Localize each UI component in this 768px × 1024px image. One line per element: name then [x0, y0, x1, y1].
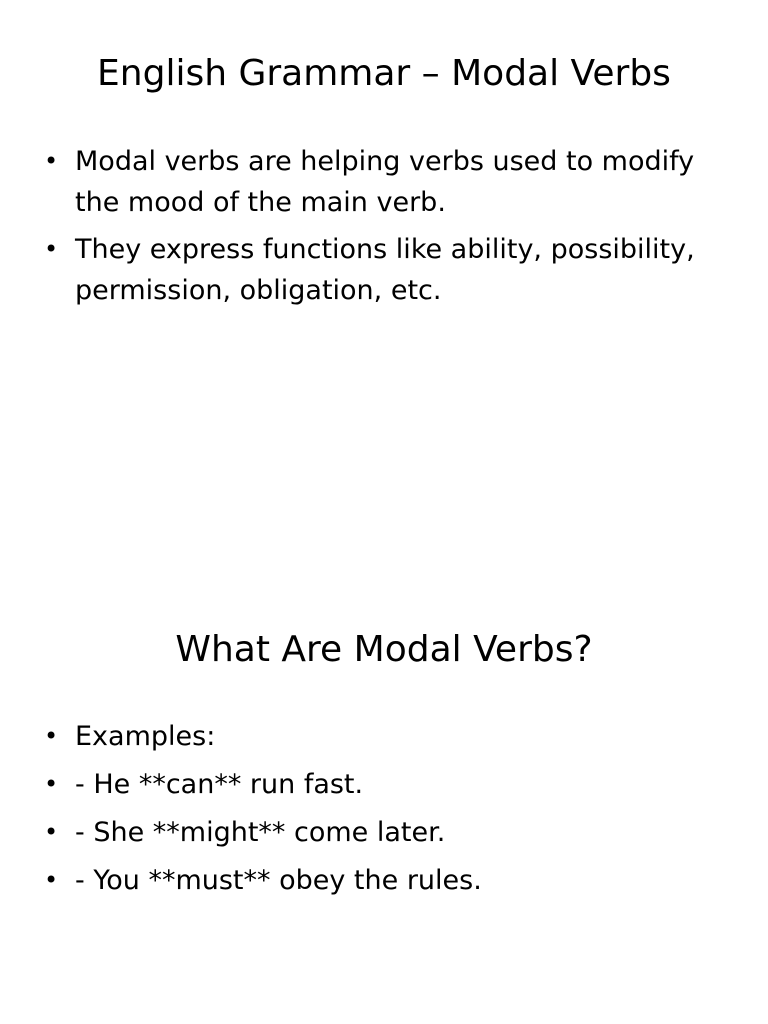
bullet-item — [0, 764, 768, 805]
bullet-item — [0, 716, 768, 757]
bullet-item — [0, 812, 768, 853]
bullet-item — [0, 141, 768, 223]
bullet-text: Modal verbs are helping verbs used to modify the mood of the main verb. — [75, 146, 695, 218]
bullet-dot-icon: • — [44, 147, 59, 175]
bullet-dot-icon: • — [44, 866, 59, 894]
slide-2 — [0, 576, 768, 1024]
bullet-dot-icon: • — [44, 818, 59, 846]
slide-title: What Are Modal Verbs? — [175, 629, 593, 670]
bullet-item — [0, 860, 768, 901]
bullet-dot-icon: • — [44, 235, 59, 263]
bullet-list — [0, 141, 768, 317]
bullet-dot-icon: • — [44, 722, 59, 750]
bullet-item — [0, 229, 768, 311]
bullet-text: - You **must** obey the rules. — [75, 865, 482, 896]
slide-title: English Grammar – Modal Verbs — [97, 53, 671, 94]
bullet-text: Examples: — [75, 721, 216, 752]
bullet-list — [0, 716, 768, 908]
bullet-dot-icon: • — [44, 770, 59, 798]
bullet-text: - She **might** come later. — [75, 817, 446, 848]
bullet-text: They express functions like ability, possibility, permission, obligation, etc. — [75, 234, 695, 306]
bullet-text: - He **can** run fast. — [75, 769, 364, 800]
